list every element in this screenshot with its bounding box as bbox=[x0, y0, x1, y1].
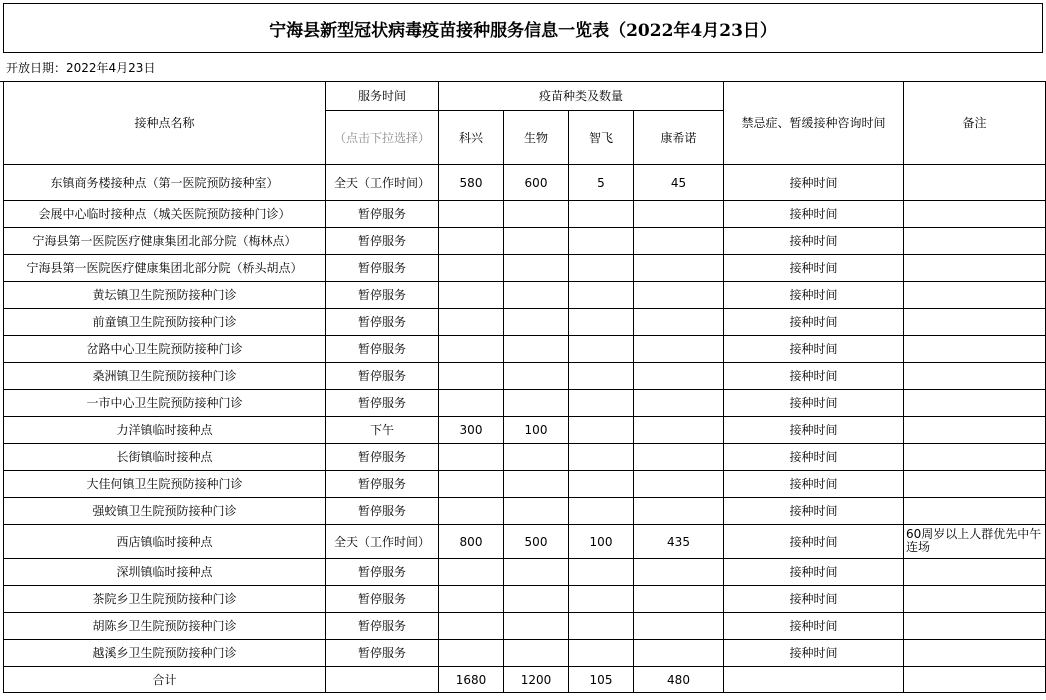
consult-time-cell: 接种时间 bbox=[724, 559, 904, 586]
shengwu-cell bbox=[504, 201, 569, 228]
header-site-name: 接种点名称 bbox=[4, 82, 326, 165]
site-name-cell: 岔路中心卫生院预防接种门诊 bbox=[4, 336, 326, 363]
table-row bbox=[4, 525, 1046, 559]
remark-cell bbox=[904, 559, 1046, 586]
shengwu-cell: 100 bbox=[504, 417, 569, 444]
consult-time-cell: 接种时间 bbox=[724, 228, 904, 255]
kangxinuo-cell bbox=[634, 336, 724, 363]
zhifei-cell bbox=[569, 613, 634, 640]
service-time-cell[interactable]: 暂停服务 bbox=[326, 201, 439, 228]
shengwu-cell bbox=[504, 559, 569, 586]
consult-time-cell: 接种时间 bbox=[724, 336, 904, 363]
kexing-cell bbox=[439, 498, 504, 525]
header-consult-time: 禁忌症、暂缓接种咨询时间 bbox=[724, 82, 904, 165]
site-name-cell: 前童镇卫生院预防接种门诊 bbox=[4, 309, 326, 336]
remark-cell bbox=[904, 363, 1046, 390]
kangxinuo-cell bbox=[634, 613, 724, 640]
consult-time-cell: 接种时间 bbox=[724, 255, 904, 282]
kangxinuo-cell bbox=[634, 559, 724, 586]
zhifei-cell bbox=[569, 417, 634, 444]
remark-cell bbox=[904, 444, 1046, 471]
site-name-cell: 西店镇临时接种点 bbox=[4, 525, 326, 559]
kangxinuo-cell bbox=[634, 444, 724, 471]
remark-cell bbox=[904, 471, 1046, 498]
title-box bbox=[3, 3, 1043, 53]
site-name-cell: 会展中心临时接种点（城关医院预防接种门诊） bbox=[4, 201, 326, 228]
kangxinuo-cell bbox=[634, 201, 724, 228]
kangxinuo-cell bbox=[634, 498, 724, 525]
consult-time-cell: 接种时间 bbox=[724, 525, 904, 559]
service-time-cell[interactable]: 暂停服务 bbox=[326, 640, 439, 667]
site-name-cell: 越溪乡卫生院预防接种门诊 bbox=[4, 640, 326, 667]
kexing-cell bbox=[439, 640, 504, 667]
page-title: 宁海县新型冠状病毒疫苗接种服务信息一览表（2022年4月23日） bbox=[269, 20, 777, 41]
kexing-cell: 800 bbox=[439, 525, 504, 559]
zhifei-cell bbox=[569, 336, 634, 363]
zhifei-cell bbox=[569, 309, 634, 336]
zhifei-cell bbox=[569, 282, 634, 309]
total-zhifei-cell: 105 bbox=[569, 667, 634, 693]
shengwu-cell bbox=[504, 498, 569, 525]
site-name-cell: 宁海县第一医院医疗健康集团北部分院（桥头胡点） bbox=[4, 255, 326, 282]
service-time-cell[interactable]: 暂停服务 bbox=[326, 498, 439, 525]
service-time-cell[interactable]: 暂停服务 bbox=[326, 613, 439, 640]
header-vaccine-group: 疫苗种类及数量 bbox=[439, 82, 724, 111]
kexing-cell bbox=[439, 255, 504, 282]
table-row bbox=[4, 165, 1046, 201]
table-row bbox=[4, 498, 1046, 525]
service-time-cell[interactable]: 全天（工作时间） bbox=[326, 525, 439, 559]
zhifei-cell bbox=[569, 201, 634, 228]
table-row bbox=[4, 471, 1046, 498]
kexing-cell bbox=[439, 363, 504, 390]
table-row bbox=[4, 282, 1046, 309]
zhifei-cell bbox=[569, 228, 634, 255]
kexing-cell bbox=[439, 586, 504, 613]
table-row bbox=[4, 444, 1046, 471]
consult-time-cell: 接种时间 bbox=[724, 498, 904, 525]
service-time-cell[interactable]: 暂停服务 bbox=[326, 255, 439, 282]
open-date: 开放日期：2022年4月23日 bbox=[6, 60, 156, 75]
kangxinuo-cell bbox=[634, 417, 724, 444]
kangxinuo-cell bbox=[634, 363, 724, 390]
kangxinuo-cell bbox=[634, 471, 724, 498]
total-row bbox=[4, 667, 1046, 693]
zhifei-cell bbox=[569, 363, 634, 390]
header-shengwu: 生物 bbox=[504, 111, 569, 165]
header-kexing: 科兴 bbox=[439, 111, 504, 165]
table-row bbox=[4, 559, 1046, 586]
remark-cell: 60周岁以上人群优先中午连场 bbox=[904, 525, 1046, 559]
consult-time-cell: 接种时间 bbox=[724, 390, 904, 417]
service-time-cell[interactable]: 暂停服务 bbox=[326, 336, 439, 363]
service-time-cell[interactable]: 全天（工作时间） bbox=[326, 165, 439, 201]
kangxinuo-cell bbox=[634, 282, 724, 309]
header-remark: 备注 bbox=[904, 82, 1046, 165]
remark-cell bbox=[904, 282, 1046, 309]
kangxinuo-cell bbox=[634, 309, 724, 336]
total-service-time-cell bbox=[326, 667, 439, 693]
site-name-cell: 茶院乡卫生院预防接种门诊 bbox=[4, 586, 326, 613]
shengwu-cell bbox=[504, 640, 569, 667]
service-time-cell[interactable]: 暂停服务 bbox=[326, 444, 439, 471]
consult-time-cell: 接种时间 bbox=[724, 201, 904, 228]
shengwu-cell bbox=[504, 309, 569, 336]
consult-time-cell: 接种时间 bbox=[724, 586, 904, 613]
total-kexing-cell: 1680 bbox=[439, 667, 504, 693]
remark-cell bbox=[904, 201, 1046, 228]
consult-time-cell: 接种时间 bbox=[724, 282, 904, 309]
total-consult-time-cell bbox=[724, 667, 904, 693]
zhifei-cell bbox=[569, 586, 634, 613]
zhifei-cell: 100 bbox=[569, 525, 634, 559]
consult-time-cell: 接种时间 bbox=[724, 363, 904, 390]
shengwu-cell bbox=[504, 586, 569, 613]
zhifei-cell bbox=[569, 471, 634, 498]
zhifei-cell bbox=[569, 559, 634, 586]
remark-cell bbox=[904, 390, 1046, 417]
shengwu-cell bbox=[504, 228, 569, 255]
service-time-cell[interactable]: 下午 bbox=[326, 417, 439, 444]
kexing-cell bbox=[439, 228, 504, 255]
shengwu-cell bbox=[504, 363, 569, 390]
service-time-cell[interactable]: 暂停服务 bbox=[326, 559, 439, 586]
kexing-cell: 300 bbox=[439, 417, 504, 444]
consult-time-cell: 接种时间 bbox=[724, 309, 904, 336]
service-time-cell[interactable]: 暂停服务 bbox=[326, 471, 439, 498]
table-row bbox=[4, 228, 1046, 255]
zhifei-cell bbox=[569, 390, 634, 417]
site-name-cell: 黄坛镇卫生院预防接种门诊 bbox=[4, 282, 326, 309]
consult-time-cell: 接种时间 bbox=[724, 165, 904, 201]
shengwu-cell bbox=[504, 336, 569, 363]
service-time-cell[interactable]: 暂停服务 bbox=[326, 309, 439, 336]
site-name-cell: 桑洲镇卫生院预防接种门诊 bbox=[4, 363, 326, 390]
kexing-cell bbox=[439, 282, 504, 309]
site-name-cell: 一市中心卫生院预防接种门诊 bbox=[4, 390, 326, 417]
site-name-cell: 胡陈乡卫生院预防接种门诊 bbox=[4, 613, 326, 640]
header-service-time: 服务时间 bbox=[326, 82, 439, 111]
shengwu-cell bbox=[504, 390, 569, 417]
kexing-cell: 580 bbox=[439, 165, 504, 201]
table-row bbox=[4, 613, 1046, 640]
table-row bbox=[4, 417, 1046, 444]
zhifei-cell bbox=[569, 255, 634, 282]
kexing-cell bbox=[439, 390, 504, 417]
table-row bbox=[4, 309, 1046, 336]
kangxinuo-cell bbox=[634, 390, 724, 417]
site-name-cell: 强蛟镇卫生院预防接种门诊 bbox=[4, 498, 326, 525]
site-name-cell: 力洋镇临时接种点 bbox=[4, 417, 326, 444]
header-kangxinuo: 康希诺 bbox=[634, 111, 724, 165]
shengwu-cell: 500 bbox=[504, 525, 569, 559]
kexing-cell bbox=[439, 613, 504, 640]
zhifei-cell bbox=[569, 444, 634, 471]
remark-cell bbox=[904, 417, 1046, 444]
remark-cell bbox=[904, 309, 1046, 336]
service-time-dropdown-hint[interactable]: （点击下拉选择） bbox=[326, 111, 439, 165]
service-time-cell[interactable]: 暂停服务 bbox=[326, 586, 439, 613]
service-time-cell[interactable]: 暂停服务 bbox=[326, 282, 439, 309]
consult-time-cell: 接种时间 bbox=[724, 417, 904, 444]
consult-time-cell: 接种时间 bbox=[724, 613, 904, 640]
kexing-cell bbox=[439, 336, 504, 363]
table-row bbox=[4, 201, 1046, 228]
consult-time-cell: 接种时间 bbox=[724, 640, 904, 667]
consult-time-cell: 接种时间 bbox=[724, 444, 904, 471]
table-row bbox=[4, 640, 1046, 667]
vaccination-table bbox=[3, 81, 1046, 693]
remark-cell bbox=[904, 613, 1046, 640]
total-remark-cell bbox=[904, 667, 1046, 693]
kangxinuo-cell bbox=[634, 228, 724, 255]
remark-cell bbox=[904, 498, 1046, 525]
table-row bbox=[4, 336, 1046, 363]
zhifei-cell bbox=[569, 640, 634, 667]
kangxinuo-cell bbox=[634, 586, 724, 613]
service-time-cell[interactable]: 暂停服务 bbox=[326, 228, 439, 255]
service-time-cell[interactable]: 暂停服务 bbox=[326, 363, 439, 390]
kexing-cell bbox=[439, 559, 504, 586]
table-row bbox=[4, 390, 1046, 417]
shengwu-cell bbox=[504, 255, 569, 282]
shengwu-cell bbox=[504, 444, 569, 471]
kangxinuo-cell bbox=[634, 640, 724, 667]
shengwu-cell bbox=[504, 471, 569, 498]
table-row bbox=[4, 363, 1046, 390]
site-name-cell: 深圳镇临时接种点 bbox=[4, 559, 326, 586]
shengwu-cell bbox=[504, 282, 569, 309]
total-shengwu-cell: 1200 bbox=[504, 667, 569, 693]
kexing-cell bbox=[439, 309, 504, 336]
kangxinuo-cell bbox=[634, 255, 724, 282]
remark-cell bbox=[904, 255, 1046, 282]
remark-cell bbox=[904, 586, 1046, 613]
zhifei-cell: 5 bbox=[569, 165, 634, 201]
kangxinuo-cell: 435 bbox=[634, 525, 724, 559]
consult-time-cell: 接种时间 bbox=[724, 471, 904, 498]
zhifei-cell bbox=[569, 498, 634, 525]
total-kangxinuo-cell: 480 bbox=[634, 667, 724, 693]
kexing-cell bbox=[439, 471, 504, 498]
kexing-cell bbox=[439, 444, 504, 471]
remark-cell bbox=[904, 336, 1046, 363]
shengwu-cell bbox=[504, 613, 569, 640]
site-name-cell: 东镇商务楼接种点（第一医院预防接种室） bbox=[4, 165, 326, 201]
table-row bbox=[4, 255, 1046, 282]
header-zhifei: 智飞 bbox=[569, 111, 634, 165]
site-name-cell: 大佳何镇卫生院预防接种门诊 bbox=[4, 471, 326, 498]
site-name-cell: 长街镇临时接种点 bbox=[4, 444, 326, 471]
kangxinuo-cell: 45 bbox=[634, 165, 724, 201]
site-name-cell: 宁海县第一医院医疗健康集团北部分院（梅林点） bbox=[4, 228, 326, 255]
remark-cell bbox=[904, 228, 1046, 255]
shengwu-cell: 600 bbox=[504, 165, 569, 201]
total-site-name-cell: 合计 bbox=[4, 667, 326, 693]
kexing-cell bbox=[439, 201, 504, 228]
remark-cell bbox=[904, 640, 1046, 667]
service-time-cell[interactable]: 暂停服务 bbox=[326, 390, 439, 417]
table-row bbox=[4, 586, 1046, 613]
remark-cell bbox=[904, 165, 1046, 201]
